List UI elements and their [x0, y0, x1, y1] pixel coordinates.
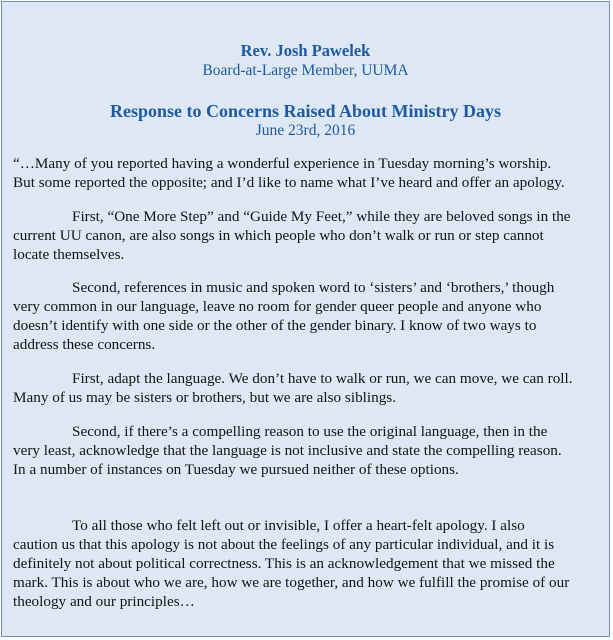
paragraph-apology [13, 516, 603, 611]
paragraph-line: very least, acknowledge that the language is not inclusive and state the compelling reason. [13, 442, 562, 459]
paragraph-line: mark. This is about who we are, how we are together, and how we fulfill the promise of our [13, 574, 570, 591]
document-title: Response to Concerns Raised About Ministry Days [109, 101, 502, 121]
paragraph-compelling-reason [13, 422, 603, 479]
paragraph-line: address these concerns. [13, 336, 156, 353]
paragraph-line: Many of us may be sisters or brothers, but we are also siblings. [13, 389, 396, 406]
author-name: Rev. Josh Pawelek [240, 41, 371, 60]
paragraph-opening [13, 154, 603, 192]
paragraph-first-songs [13, 207, 603, 264]
paragraph-line: caution us that this apology is not about the feelings of any particular individual, and it is [13, 536, 555, 553]
paragraph-line: But some reported the opposite; and I’d like to name what I’ve heard and offer an apology. [13, 174, 565, 191]
paragraph-line: First, “One More Step” and “Guide My Feet,” while they are beloved songs in the [72, 208, 571, 225]
paragraph-line: locate themselves. [13, 246, 125, 263]
paragraph-line: To all those who felt left out or invisible, I offer a heart-felt apology. I also [72, 517, 525, 534]
paragraph-line: “…Many of you reported having a wonderful experience in Tuesday morning’s worship. [13, 155, 552, 172]
document-date: June 23rd, 2016 [255, 122, 356, 139]
paragraph-line: definitely not about political correctness. This is an acknowledgement that we missed the [13, 555, 555, 572]
paragraph-line: In a number of instances on Tuesday we pursued neither of these options. [13, 461, 459, 478]
paragraph-line: current UU canon, are also songs in which people who don’t walk or run or step cannot [13, 227, 544, 244]
document-panel [1, 1, 610, 637]
paragraph-second-references [13, 278, 603, 354]
paragraph-line: Second, if there’s a compelling reason to use the original language, then in the [72, 423, 548, 440]
author-role: Board-at-Large Member, UUMA [202, 62, 409, 79]
paragraph-line: First, adapt the language. We don’t have to walk or run, we can move, we can roll. [72, 370, 573, 387]
paragraph-line: doesn’t identify with one side or the other of the gender binary. I know of two ways to [13, 317, 537, 334]
paragraph-line: theology and our principles… [13, 593, 195, 610]
paragraph-line: very common in our language, leave no room for gender queer people and anyone who [13, 298, 542, 315]
paragraph-adapt-language [13, 369, 603, 407]
paragraph-line: Second, references in music and spoken word to ‘sisters’ and ‘brothers,’ though [72, 279, 555, 296]
